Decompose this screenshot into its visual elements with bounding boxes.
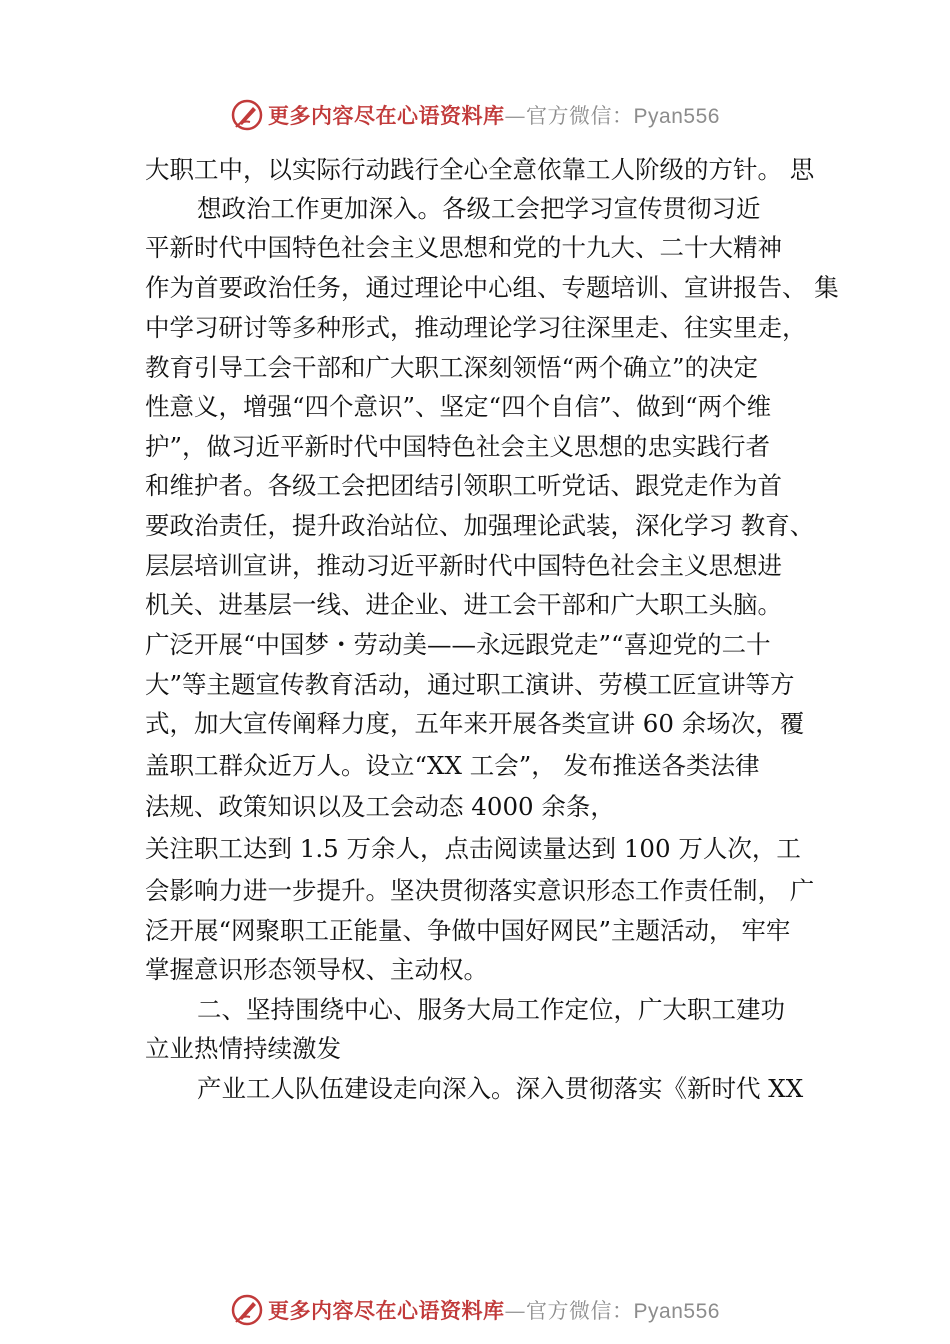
body-line: 广泛开展“中国梦・劳动美——永远跟党走”“喜迎党的二十 — [145, 630, 771, 659]
pen-in-circle-icon — [230, 1293, 264, 1327]
footer-brand: 更多内容尽在心语资料库 — [268, 1298, 505, 1323]
header-separator: — — [504, 104, 527, 128]
body-line: 掌握意识形态领导权、主动权。 — [145, 955, 488, 984]
header-text — [268, 100, 720, 130]
body-line: 法规、政策知识以及工会动态 4000 余条， — [145, 792, 615, 821]
section-heading-cont: 立业热情持续激发 — [145, 1034, 341, 1063]
body-line: 层层培训宣讲，推动习近平新时代中国特色社会主义思想进 — [145, 551, 782, 580]
body-line: 式，加大宣传阐释力度，五年来开展各类宣讲 60 余场次，覆 — [145, 709, 805, 738]
body-line: 想政治工作更加深入。各级工会把学习宣传贯彻习近 — [197, 194, 761, 223]
body-line: 性意义，增强“四个意识”、坚定“四个自信”、做到“两个维 — [145, 392, 772, 421]
body-line: 中学习研讨等多种形式，推动理论学习往深里走、往实里走， — [145, 313, 807, 342]
body-line: 产业工人队伍建设走向深入。深入贯彻落实《新时代 XX — [197, 1074, 804, 1103]
footer-separator: — — [504, 1299, 527, 1323]
body-line: 教育引导工会干部和广大职工深刻领悟“两个确立”的决定 — [145, 353, 759, 382]
footer-official-label: 官方微信： — [526, 1299, 634, 1323]
body-line: 大职工中，以实际行动践行全心全意依靠工人阶级的方针。 思 — [145, 155, 815, 184]
body-line: 平新时代中国特色社会主义思想和党的十九大、二十大精神 — [145, 233, 782, 262]
body-line: 会影响力进一步提升。坚决贯彻落实意识形态工作责任制， 广 — [145, 876, 815, 905]
body-line: 机关、进基层一线、进企业、进工会干部和广大职工头脑。 — [145, 590, 782, 619]
header-watermark — [0, 95, 950, 135]
body-line: 盖职工群众近万人。设立“XX 工会”， 发布推送各类法律 — [145, 751, 760, 780]
body-line: 泛开展“网聚职工正能量、争做中国好网民”主题活动， 牢牢 — [145, 916, 791, 945]
body-line: 作为首要政治任务，通过理论中心组、专题培训、宣讲报告、 集 — [145, 273, 839, 302]
header-brand: 更多内容尽在心语资料库 — [268, 103, 505, 128]
body-line: 护”，做习近平新时代中国特色社会主义思想的忠实践行者 — [145, 432, 771, 461]
header-wechat-id: Pyan556 — [633, 105, 720, 128]
footer-watermark — [0, 1290, 950, 1330]
pen-in-circle-icon — [230, 98, 264, 132]
footer-wechat-id: Pyan556 — [633, 1300, 720, 1323]
body-line: 和维护者。各级工会把团结引领职工听党话、跟党走作为首 — [145, 471, 782, 500]
body-line: 大”等主题宣传教育活动，通过职工演讲、劳模工匠宣讲等方 — [145, 670, 795, 699]
footer-text — [268, 1295, 720, 1325]
body-line: 要政治责任，提升政治站位、加强理论武装，深化学习 教育、 — [145, 511, 815, 540]
section-heading: 二、坚持围绕中心、服务大局工作定位，广大职工建功 — [197, 995, 785, 1024]
body-line: 关注职工达到 1.5 万余人，点击阅读量达到 100 万人次，工 — [145, 834, 801, 863]
header-official-label: 官方微信： — [526, 104, 634, 128]
